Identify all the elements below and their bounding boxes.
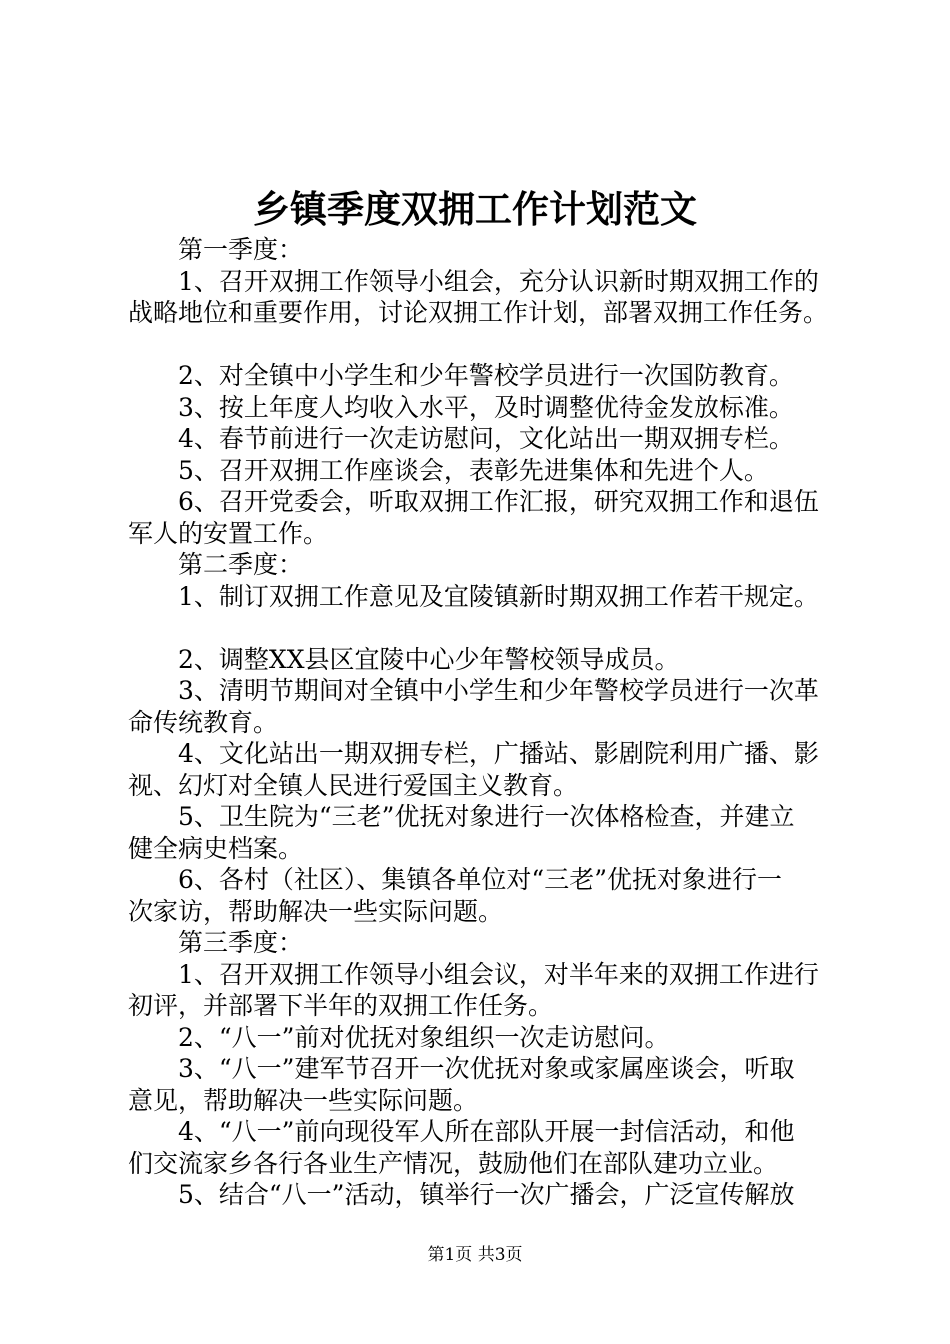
text-line: 2、对全镇中小学生和少年警校学员进行一次国防教育。 <box>178 361 794 390</box>
text-line: 健全病史档案。 <box>128 833 304 863</box>
text-line: 1、召开双拥工作领导小组会议，对半年来的双拥工作进行 <box>178 959 819 989</box>
text-line: 命传统教育。 <box>128 707 279 737</box>
text-line: 战略地位和重要作用，讨论双拥工作计划，部署双拥工作任务。 <box>128 298 829 327</box>
text-line: 第二季度： <box>178 550 304 579</box>
text-line: 5、召开双拥工作座谈会，表彰先进集体和先进个人。 <box>178 455 769 485</box>
text-line: 5、结合“八一”活动，镇举行一次广播会，广泛宣传解放 <box>178 1180 795 1209</box>
document-title: 乡镇季度双拥工作计划范文 <box>253 187 697 231</box>
page-footer: 第1页 共3页 <box>427 1245 523 1265</box>
text-line: 第三季度： <box>178 928 304 957</box>
document-body <box>128 234 833 1211</box>
text-line: 4、“八一”前向现役军人所在部队开展一封信活动，和他 <box>178 1117 795 1146</box>
text-line: 6、召开党委会，听取双拥工作汇报，研究双拥工作和退伍 <box>178 487 819 516</box>
text-line: 军人的安置工作。 <box>128 518 329 548</box>
text-line: 第一季度： <box>178 235 304 264</box>
paragraph-gap <box>128 329 833 361</box>
text-line: 6、各村（社区）、集镇各单位对“三老”优抚对象进行一 <box>178 865 782 894</box>
text-line: 4、文化站出一期双拥专栏，广播站、影剧院利用广播、影 <box>178 739 819 768</box>
text-line: 意见，帮助解决一些实际问题。 <box>128 1085 479 1115</box>
text-line: 3、按上年度人均收入水平，及时调整优待金发放标准。 <box>178 392 794 422</box>
text-line: 视、幻灯对全镇人民进行爱国主义教育。 <box>128 770 579 800</box>
text-line: 5、卫生院为“三老”优抚对象进行一次体格检查，并建立 <box>178 802 795 831</box>
text-line: 1、召开双拥工作领导小组会，充分认识新时期双拥工作的 <box>178 266 819 296</box>
text-line: 1、制订双拥工作意见及宜陵镇新时期双拥工作若干规定。 <box>178 581 819 611</box>
text-line: 3、清明节期间对全镇中小学生和少年警校学员进行一次革 <box>178 676 819 705</box>
text-line: 初评，并部署下半年的双拥工作任务。 <box>128 991 554 1020</box>
text-line: 2、“八一”前对优抚对象组织一次走访慰问。 <box>178 1022 670 1052</box>
text-line: 们交流家乡各行各业生产情况，鼓励他们在部队建功立业。 <box>128 1148 779 1178</box>
text-line: 2、调整XX县区宜陵中心少年警校领导成员。 <box>178 644 680 674</box>
paragraph-gap <box>128 612 833 644</box>
text-line: 次家访，帮助解决一些实际问题。 <box>128 896 504 926</box>
text-line: 3、“八一”建军节召开一次优抚对象或家属座谈会，听取 <box>178 1054 795 1083</box>
text-line: 4、春节前进行一次走访慰问，文化站出一期双拥专栏。 <box>178 424 794 453</box>
